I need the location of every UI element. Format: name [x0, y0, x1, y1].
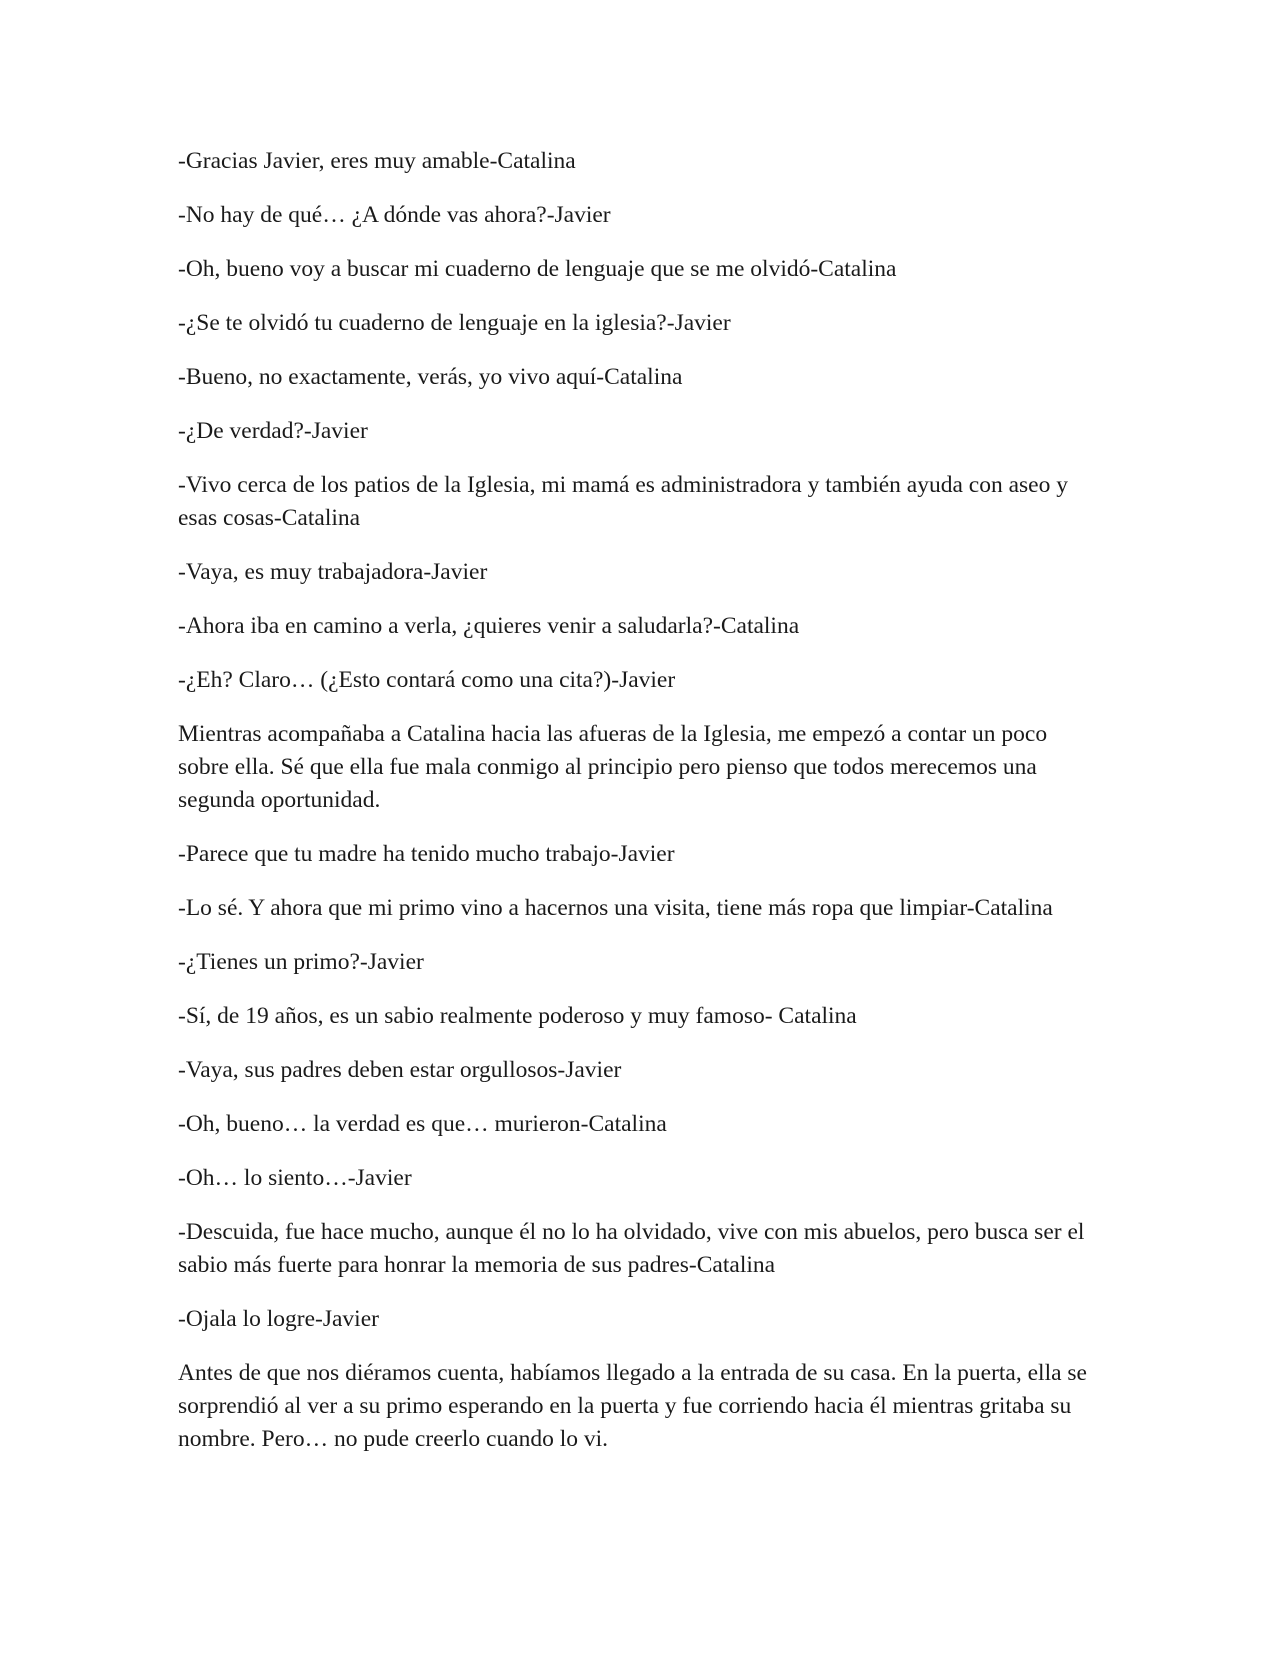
paragraph-17: -Oh, bueno… la verdad es que… murieron-Catalina	[178, 1111, 667, 1137]
paragraph-12: -Parece que tu madre ha tenido mucho trabajo-Javier	[178, 841, 675, 867]
paragraph-3: -Oh, bueno voy a buscar mi cuaderno de lenguaje que se me olvidó-Catalina	[178, 256, 897, 282]
paragraph-7: -Vivo cerca de los patios de la Iglesia, mi mamá es administradora y también ayuda con aseo y esas cosas-Catalina	[178, 472, 1068, 531]
paragraph-19: -Descuida, fue hace mucho, aunque él no lo ha olvidado, vive con mis abuelos, pero busca ser el sabio más fuerte para honrar la memoria de sus padres-Catalina	[178, 1219, 1085, 1278]
paragraph-20: -Ojala lo logre-Javier	[178, 1306, 379, 1332]
paragraph-14: -¿Tienes un primo?-Javier	[178, 949, 424, 975]
paragraph-10: -¿Eh? Claro… (¿Esto contará como una cita?)-Javier	[178, 667, 676, 693]
paragraph-1: -Gracias Javier, eres muy amable-Catalina	[178, 148, 576, 174]
paragraph-9: -Ahora iba en camino a verla, ¿quieres venir a saludarla?-Catalina	[178, 613, 800, 639]
paragraph-6: -¿De verdad?-Javier	[178, 418, 368, 444]
paragraph-8: -Vaya, es muy trabajadora-Javier	[178, 559, 488, 585]
paragraph-16: -Vaya, sus padres deben estar orgullosos-Javier	[178, 1057, 622, 1083]
paragraph-2: -No hay de qué… ¿A dónde vas ahora?-Javier	[178, 202, 611, 228]
paragraph-18: -Oh… lo siento…-Javier	[178, 1165, 412, 1191]
paragraph-15: -Sí, de 19 años, es un sabio realmente poderoso y muy famoso- Catalina	[178, 1003, 857, 1029]
paragraph-21: Antes de que nos diéramos cuenta, habíamos llegado a la entrada de su casa. En la puerta, ella se sorprendió al ver a su primo esperando en la puerta y fue corriendo hacia él mientras gritaba su nombre. Pero… no pude creerlo cuando lo vi.	[178, 1360, 1087, 1452]
document-body	[178, 145, 1098, 1477]
paragraph-5: -Bueno, no exactamente, verás, yo vivo aquí-Catalina	[178, 364, 683, 390]
paragraph-4: -¿Se te olvidó tu cuaderno de lenguaje en la iglesia?-Javier	[178, 310, 731, 336]
paragraph-11: Mientras acompañaba a Catalina hacia las afueras de la Iglesia, me empezó a contar un poco sobre ella. Sé que ella fue mala conmigo al principio pero pienso que todos merecemos una segunda oportunidad.	[178, 721, 1048, 813]
paragraph-13: -Lo sé. Y ahora que mi primo vino a hacernos una visita, tiene más ropa que limpiar-Catalina	[178, 895, 1053, 921]
